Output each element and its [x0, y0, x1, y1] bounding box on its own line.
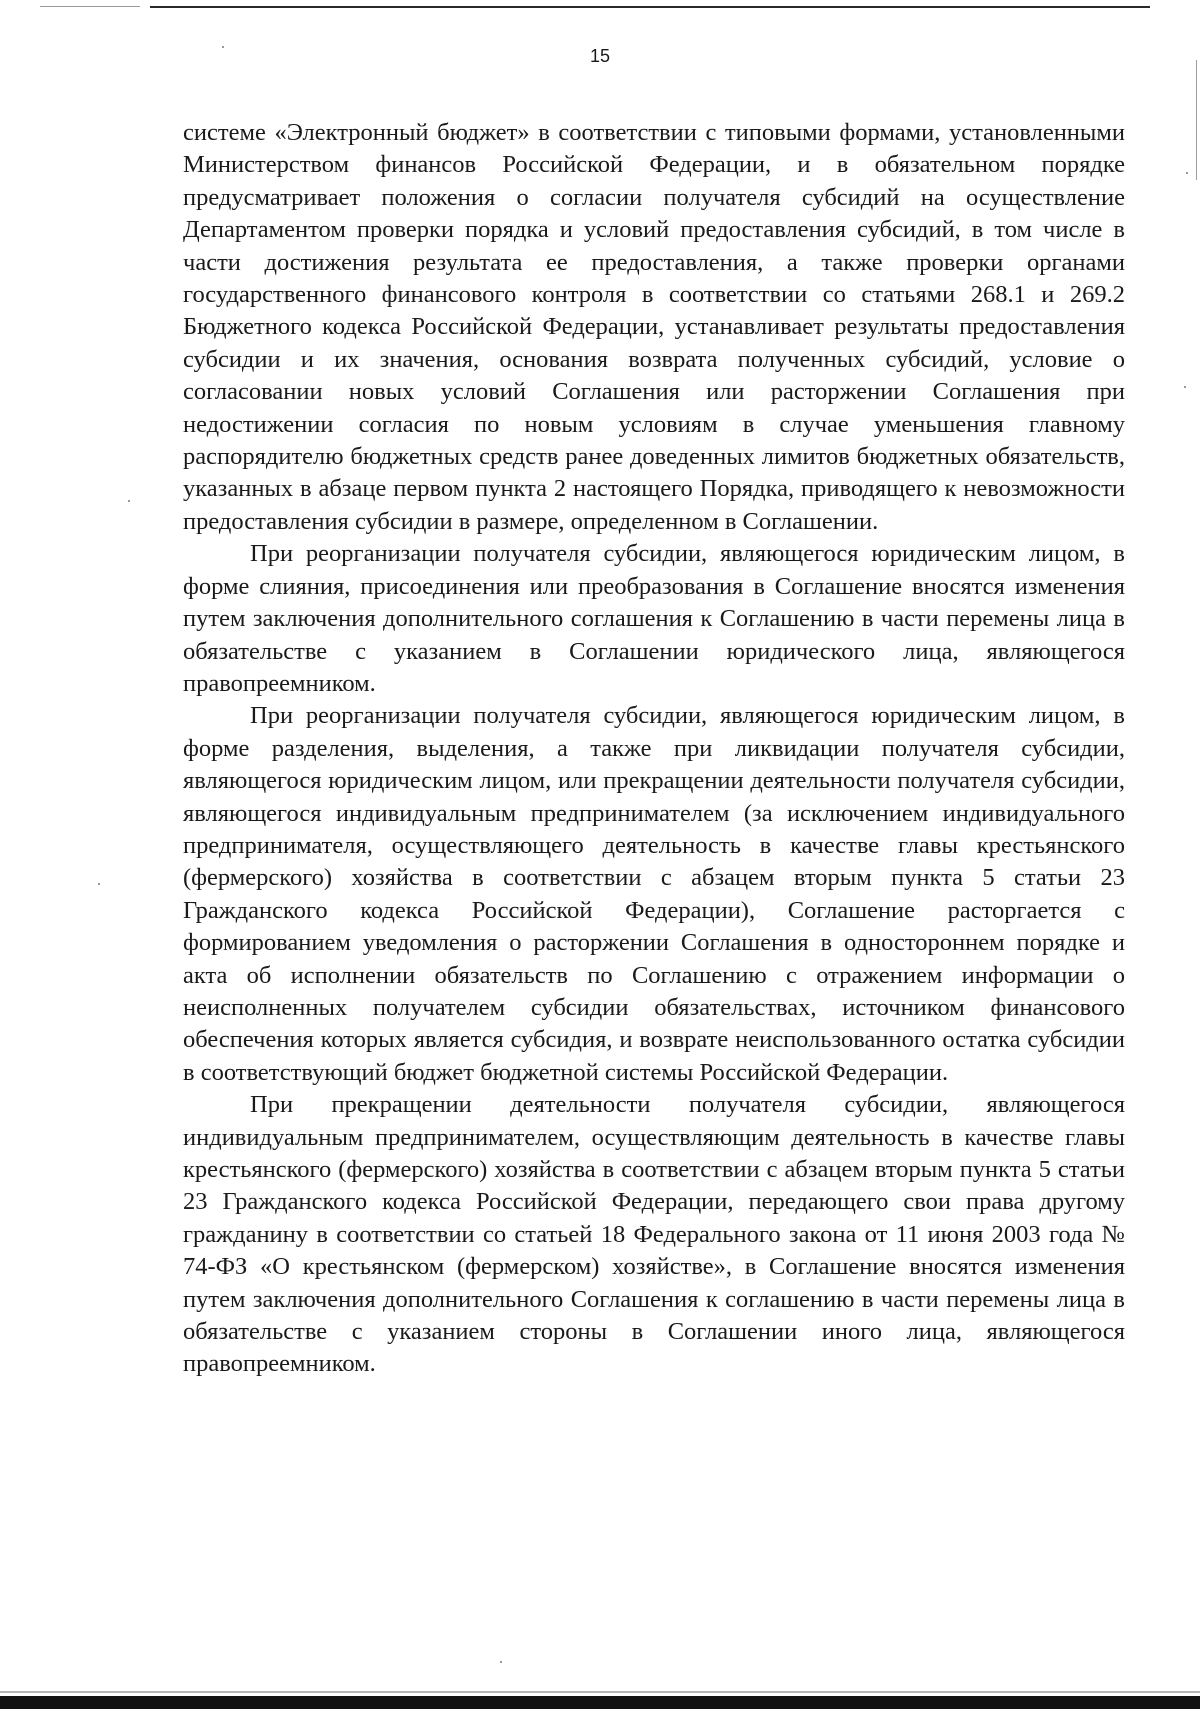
scan-speck: [98, 883, 100, 885]
scan-edge-bottom-light: [0, 1691, 1200, 1693]
scan-edge-bottom: [0, 1696, 1200, 1709]
scan-speck: [1186, 172, 1188, 174]
paragraph-reorganization-division: При реорганизации получателя субсидии, являющегося юридическим лицом, в форме разделения, выделения, а также при ликвидации получателя субсидии, являющегося юридическим лицом, или прекращении деятельности получателя субсидии, являющегося индивидуальным предпринимателем (за исключением индивидуального предпринимателя, осуществляющего деятельность в качестве главы крестьянского (фермерского) хозяйства в соответствии с абзацем вторым пункта 5 статьи 23 Гражданского кодекса Российской Федерации), Соглашение расторгается с формированием уведомления о расторжении Соглашения в одностороннем порядке и акта об исполнении обязательств по Соглашению с отражением информации о неисполненных получателем субсидии обязательствах, источником финансового обеспечения которых является субсидия, и возврате неиспользованного остатка субсидии в соответствующий бюджет бюджетной системы Российской Федерации.: [183, 702, 1125, 1086]
scan-speck: [222, 46, 224, 48]
scan-speck: [1184, 386, 1186, 388]
scan-speck: [500, 1661, 502, 1663]
scan-edge-top-left: [40, 6, 140, 7]
scan-edge-right: [1196, 60, 1197, 180]
scan-speck: [128, 500, 130, 502]
document-body: [183, 117, 1125, 1381]
paragraph-farm-termination: При прекращении деятельности получателя субсидии, являющегося индивидуальным предпринимателем, осуществляющим деятельность в качестве главы крестьянского (фермерского) хозяйства в соответствии с абзацем вторым пункта 5 статьи 23 Гражданского кодекса Российской Федерации, передающего свои права другому гражданину в соответствии со статьей 18 Федерального закона от 11 июня 2003 года № 74-ФЗ «О крестьянском (фермерском) хозяйстве», в Соглашение вносятся изменения путем заключения дополнительного Соглашения к соглашению в части перемены лица в обязательстве с указанием стороны в Соглашении иного лица, являющегося правопреемником.: [183, 1091, 1125, 1378]
paragraph-continued: системе «Электронный бюджет» в соответствии с типовыми формами, установленными Министерством финансов Российской Федерации, и в обязательном порядке предусматривает положения о согласии получателя субсидий на осуществление Департаментом проверки порядка и условий предоставления субсидий, в том числе в части достижения результата ее предоставления, а также проверки органами государственного финансового контроля в соответствии со статьями 268.1 и 269.2 Бюджетного кодекса Российской Федерации, устанавливает результаты предоставления субсидии и их значения, основания возврата полученных субсидий, условие о согласовании новых условий Соглашения или расторжении Соглашения при недостижении согласия по новым условиям в случае уменьшения главному распорядителю бюджетных средств ранее доведенных лимитов бюджетных обязательств, указанных в абзаце первом пункта 2 настоящего Порядка, приводящего к невозможности предоставления субсидии в размере, определенном в Соглашении.: [183, 119, 1125, 535]
scan-edge-top: [150, 6, 1150, 8]
page-number: 15: [589, 46, 611, 66]
paragraph-reorganization-merger: При реорганизации получателя субсидии, являющегося юридическим лицом, в форме слияния, присоединения или преобразования в Соглашение вносятся изменения путем заключения дополнительного соглашения к Соглашению в части перемены лица в обязательстве с указанием в Соглашении юридического лица, являющегося правопреемником.: [183, 540, 1125, 697]
